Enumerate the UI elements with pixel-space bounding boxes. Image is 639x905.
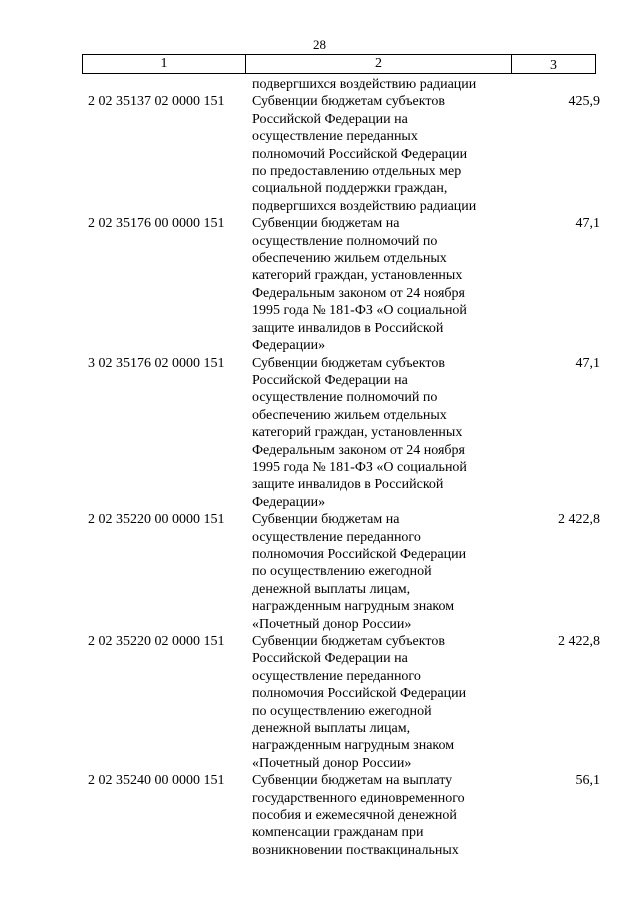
row-description: Субвенции бюджетам на осуществление полномочий по обеспечению жильем отдельных категорий граждан, установленных Федеральным законом от 24 ноября 1995 года № 181-ФЗ «О социальной защите инвалидов в Российской Федерации»	[252, 216, 467, 354]
row-description: Субвенции бюджетам субъектов Российской Федерации на осуществление переданных полномочий Российской Федерации по предоставлению отдельных мер социальной поддержки граждан, подвергшихся воздействию радиации	[252, 94, 477, 214]
row-code: 2 02 35176 00 0000 151	[88, 216, 225, 232]
row-code: 2 02 35240 00 0000 151	[88, 773, 225, 789]
page-number: 28	[313, 37, 326, 52]
row-amount: 56,1	[575, 773, 600, 789]
row-amount: 2 422,8	[558, 634, 600, 649]
row-code: 3 02 35176 02 0000 151	[88, 355, 225, 371]
row-description: Субвенции бюджетам на осуществление переданного полномочия Российской Федерации по осуществлению ежегодной денежной выплаты лицам, награжденным нагрудным знаком «Почетный донор России»	[252, 512, 467, 632]
row-amount: 425,9	[568, 94, 600, 110]
table-row	[88, 633, 600, 772]
row-code: 2 02 35220 00 0000 151	[88, 512, 225, 528]
continuation-row	[88, 76, 600, 93]
column-header-2: 2	[245, 55, 511, 73]
row-amount: 47,1	[575, 355, 600, 371]
row-description: Субвенции бюджетам на выплату государственного единовременного пособия и ежемесячной денежной компенсации гражданам при возникновении поствакцинальных	[252, 773, 465, 858]
row-amount: 47,1	[575, 216, 600, 232]
column-header-3: 3	[511, 55, 596, 73]
table-row	[88, 772, 600, 859]
row-description: Субвенции бюджетам субъектов Российской Федерации на осуществление переданного полномочия Российской Федерации по осуществлению ежегодной денежной выплаты лицам, награжденным нагрудным знаком «Почетный донор России»	[252, 634, 467, 771]
budget-table	[88, 76, 600, 859]
row-description: Субвенции бюджетам субъектов Российской Федерации на осуществление полномочий по обеспечению жильем отдельных категорий граждан, установленных Федеральным законом от 24 ноября 1995 года № 181-ФЗ «О социальной защите инвалидов в Российской Федерации»	[252, 355, 467, 510]
row-description: подвергшихся воздействию радиации	[252, 77, 477, 92]
table-header	[82, 54, 596, 74]
table-row	[88, 93, 600, 215]
row-code: 2 02 35220 02 0000 151	[88, 634, 225, 649]
table-row	[88, 355, 600, 512]
table-row	[88, 215, 600, 354]
row-code: 2 02 35137 02 0000 151	[88, 94, 225, 110]
column-header-1: 1	[82, 55, 245, 73]
table-row	[88, 511, 600, 633]
row-amount: 2 422,8	[558, 512, 600, 528]
